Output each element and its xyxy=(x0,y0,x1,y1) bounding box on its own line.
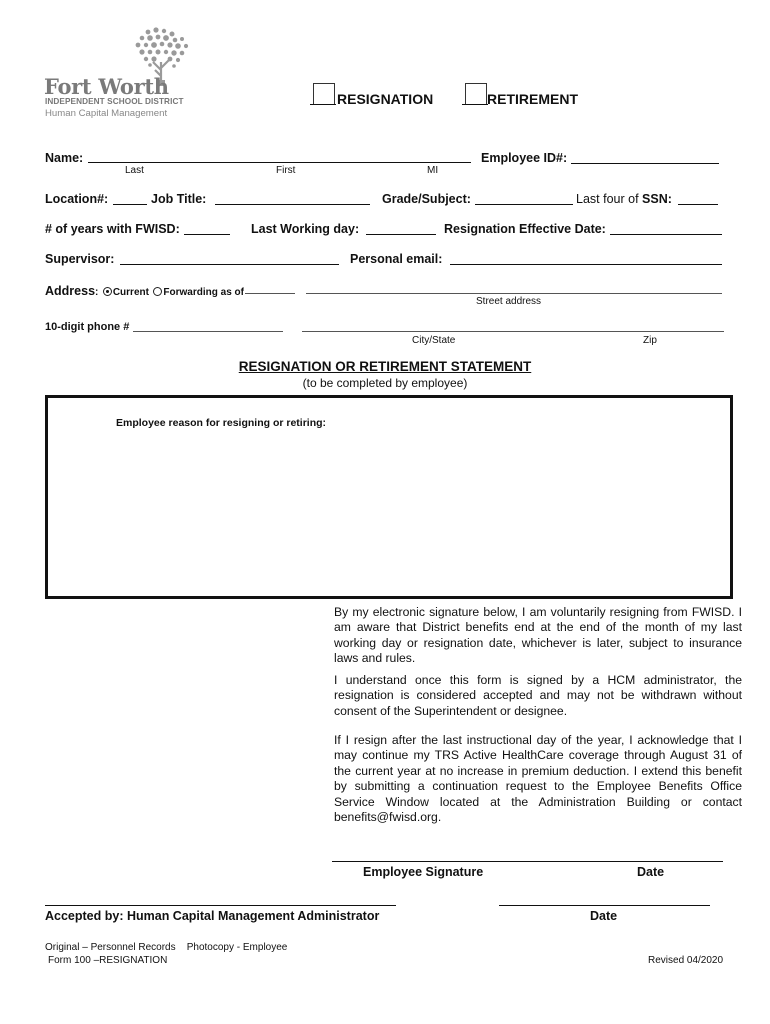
footer-revised: Revised 04/2020 xyxy=(648,955,724,966)
address-current-label: Current xyxy=(112,287,149,298)
personal-email-input[interactable] xyxy=(450,264,722,265)
logo-district: INDEPENDENT SCHOOL DISTRICT xyxy=(45,97,184,106)
job-title-label: Job Title: xyxy=(151,192,207,206)
retirement-check-line xyxy=(462,104,488,105)
street-address-caption: Street address xyxy=(476,296,542,307)
ack-paragraph-1: By my electronic signature below, I am voluntarily resigning from FWISD. I am aware that District benefits end at the end of the month of my last working day or resignation date, whichever is later, subject to insurance laws and rules. xyxy=(334,605,742,666)
city-state-caption: City/State xyxy=(412,335,456,346)
address-forwarding-label: Forwarding as of xyxy=(163,287,244,298)
admin-date-line[interactable] xyxy=(499,905,710,906)
ack-paragraph-2: I understand once this form is signed by a HCM administrator, the resignation is considered accepted and may not be withdrawn without consent of the Superintendent or designee. xyxy=(334,673,742,718)
supervisor-input[interactable] xyxy=(120,264,339,265)
name-mi-caption: MI xyxy=(427,165,439,176)
resignation-check-line xyxy=(310,104,336,105)
footer-form-number: Form 100 –RESIGNATION xyxy=(48,955,168,966)
years-input[interactable] xyxy=(184,234,230,235)
street-address-input[interactable] xyxy=(306,293,722,294)
grade-subject-input[interactable] xyxy=(475,204,573,205)
address-forwarding-radio[interactable] xyxy=(153,287,162,296)
ssn-label-prefix: Last four of xyxy=(576,192,643,206)
job-title-input[interactable] xyxy=(215,204,370,205)
ssn-label-bold: SSN: xyxy=(642,192,672,206)
retirement-checkbox[interactable] xyxy=(465,83,487,105)
city-state-zip-input[interactable] xyxy=(302,331,724,332)
reason-prompt: Employee reason for resigning or retiring: xyxy=(116,417,327,429)
phone-input[interactable] xyxy=(133,331,283,332)
name-first-caption: First xyxy=(276,165,296,176)
address-current-radio[interactable] xyxy=(103,287,112,296)
grade-subject-label: Grade/Subject: xyxy=(382,192,471,206)
logo-org-name: Fort Worth xyxy=(44,74,169,99)
last-working-day-input[interactable] xyxy=(366,234,436,235)
employee-id-label: Employee ID#: xyxy=(481,151,568,165)
retirement-label: RETIREMENT xyxy=(487,91,578,107)
name-input[interactable] xyxy=(88,162,471,163)
location-label: Location#: xyxy=(45,192,109,206)
statement-title: RESIGNATION OR RETIREMENT STATEMENT xyxy=(238,359,532,374)
statement-title-wrap xyxy=(0,358,770,376)
admin-signature-line[interactable] xyxy=(45,905,396,906)
address-colon: : xyxy=(95,287,99,298)
employee-signature-line[interactable] xyxy=(332,861,723,862)
phone-label: 10-digit phone # xyxy=(45,321,130,333)
employee-id-input[interactable] xyxy=(571,163,719,164)
address-label: Address xyxy=(45,284,96,298)
admin-date-label: Date xyxy=(590,909,618,923)
ssn-label xyxy=(576,192,672,206)
personal-email-label: Personal email: xyxy=(350,252,443,266)
last-working-day-label: Last Working day: xyxy=(251,222,360,236)
ssn-input[interactable] xyxy=(678,204,718,205)
years-label: # of years with FWISD: xyxy=(45,222,180,236)
address-line xyxy=(45,282,244,300)
footer-distribution: Original – Personnel Records Photocopy - Employee xyxy=(45,942,288,953)
name-label: Name: xyxy=(45,151,84,165)
employee-date-label: Date xyxy=(637,865,665,879)
ack-paragraph-3: If I resign after the last instructional day of the year, I acknowledge that I may continue my TRS Active HealthCare coverage through August 31 of the current year at no increase in premium deduction. I extend this benefit by submitting a continuation request to the Employee Benefits Office Service Window located at the Administration Building or contact benefits@fwisd.org. xyxy=(334,733,742,825)
resignation-label: RESIGNATION xyxy=(337,91,434,107)
effective-date-label: Resignation Effective Date: xyxy=(444,222,606,236)
reason-textarea[interactable] xyxy=(45,395,733,599)
employee-signature-label: Employee Signature xyxy=(363,865,484,879)
logo-department: Human Capital Management xyxy=(45,108,168,119)
statement-subtitle: (to be completed by employee) xyxy=(302,376,468,390)
effective-date-input[interactable] xyxy=(610,234,722,235)
resignation-checkbox[interactable] xyxy=(313,83,335,105)
forwarding-date-input[interactable] xyxy=(245,293,295,294)
location-input[interactable] xyxy=(113,204,147,205)
zip-caption: Zip xyxy=(643,335,657,346)
name-last-caption: Last xyxy=(125,165,144,176)
supervisor-label: Supervisor: xyxy=(45,252,115,266)
accepted-by-label: Accepted by: Human Capital Management Administrator xyxy=(45,909,380,923)
